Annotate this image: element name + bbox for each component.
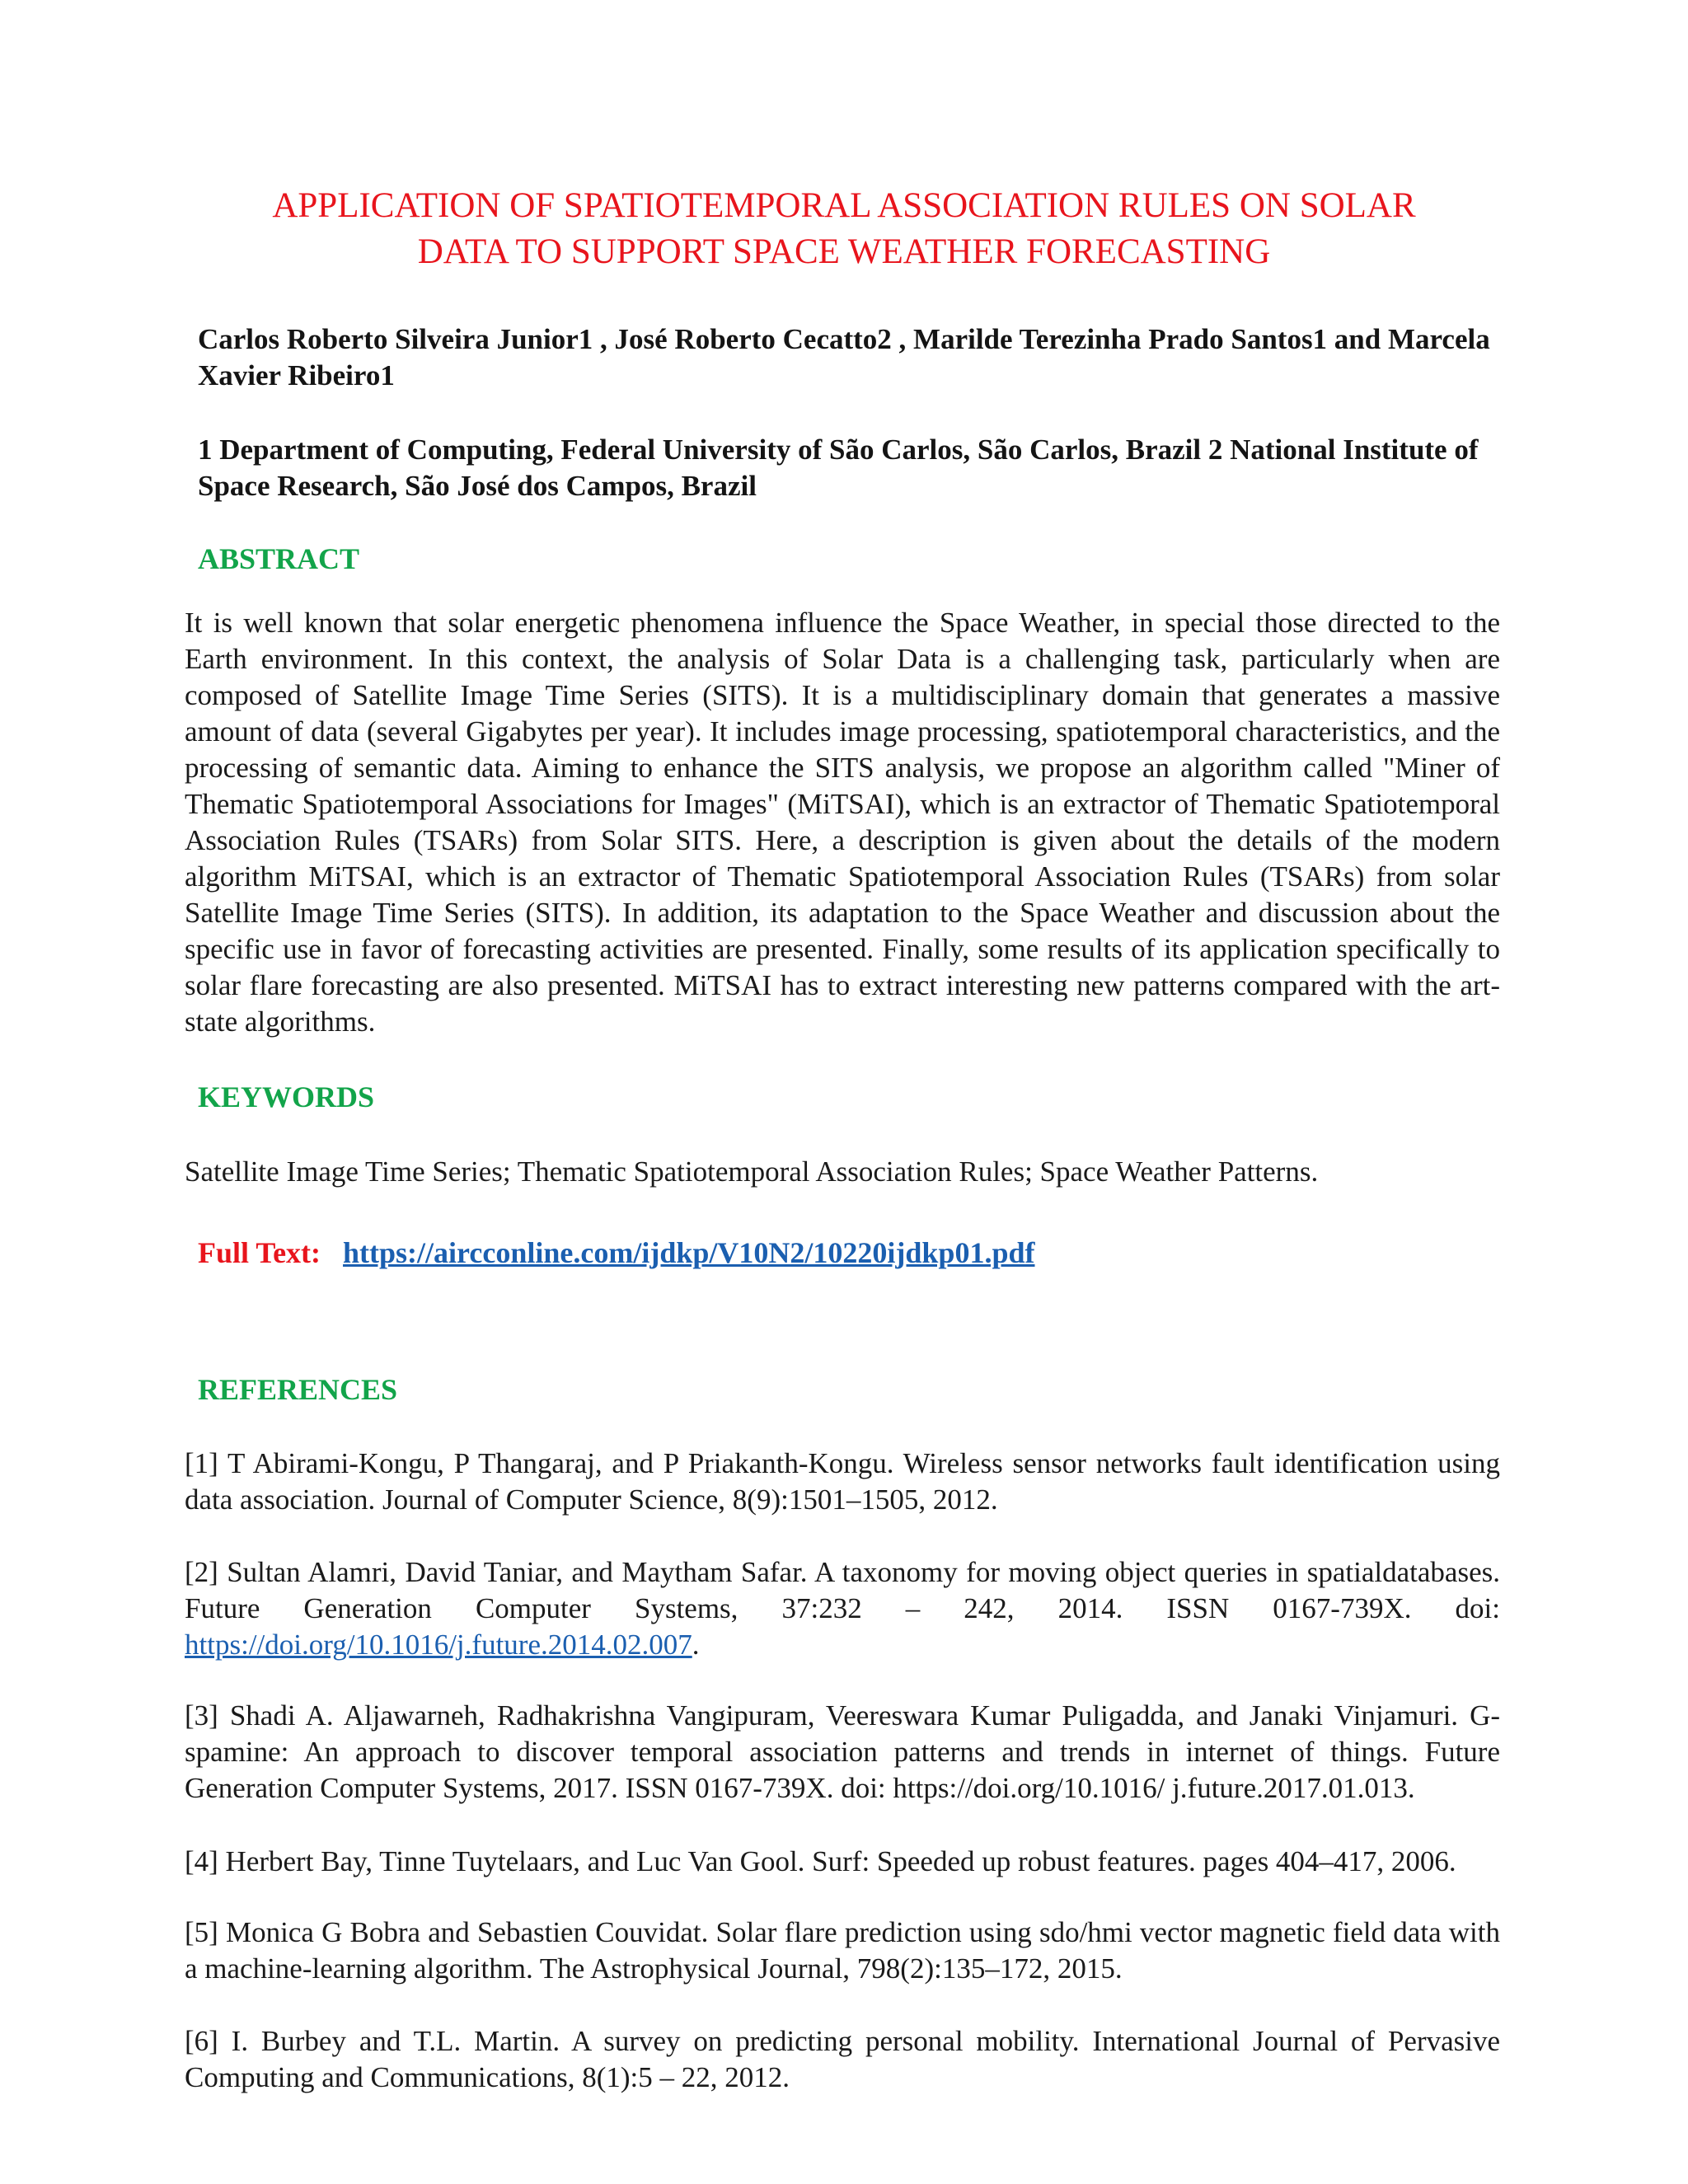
reference-item-2: [185, 1554, 1500, 1663]
author-list: Carlos Roberto Silveira Junior1 , José Roberto Cecatto2 , Marilde Terezinha Prado Santos1 and Marcela Xavier Ribeiro1: [198, 323, 1490, 391]
keywords-heading: KEYWORDS: [198, 1080, 375, 1113]
reference-item-4: [4] Herbert Bay, Tinne Tuytelaars, and Luc Van Gool. Surf: Speeded up robust features. pages 404–417, 2006.: [185, 1845, 1456, 1877]
keywords-text: Satellite Image Time Series; Thematic Spatiotemporal Association Rules; Space Weather Patterns.: [185, 1155, 1319, 1188]
paper-title-line-1: APPLICATION OF SPATIOTEMPORAL ASSOCIATION RULES ON SOLAR: [272, 186, 1416, 225]
paper-title: [0, 183, 1688, 275]
references-heading: REFERENCES: [198, 1373, 398, 1406]
reference-item-1: [1] T Abirami-Kongu, P Thangaraj, and P Priakanth-Kongu. Wireless sensor networks fault identification using data association. Journal of Computer Science, 8(9):1501–1505, 2012.: [185, 1447, 1500, 1516]
full-text-label: Full Text:: [198, 1236, 321, 1269]
full-text-link[interactable]: https://aircconline.com/ijdkp/V10N2/10220ijdkp01.pdf: [343, 1236, 1035, 1269]
abstract-heading: ABSTRACT: [198, 542, 360, 575]
reference-item-6: [6] I. Burbey and T.L. Martin. A survey on predicting personal mobility. International Journal of Pervasive Computing and Communications, 8(1):5 – 22, 2012.: [185, 2025, 1500, 2093]
full-text-line: [198, 1235, 1034, 1271]
reference-item-2-tail: .: [692, 1629, 700, 1661]
reference-item-3: [3] Shadi A. Aljawarneh, Radhakrishna Vangipuram, Veereswara Kumar Puligadda, and Janaki Vinjamuri. G-spamine: An approach to discover temporal association patterns and trends in internet of things. Future Generation Computer Systems, 2017. ISSN 0167-739X. doi: https://doi.org/10.1016/ j.future.2017.01.013.: [185, 1699, 1500, 1804]
abstract-text: It is well known that solar energetic phenomena influence the Space Weather, in special those directed to the Earth environment. In this context, the analysis of Solar Data is a challenging task, particularly when are composed of Satellite Image Time Series (SITS). It is a multidisciplinary domain that generates a massive amount of data (several Gigabytes per year). It includes image processing, spatiotemporal characteristics, and the processing of semantic data. Aiming to enhance the SITS analysis, we propose an algorithm called "Miner of Thematic Spatiotemporal Associations for Images" (MiTSAI), which is an extractor of Thematic Spatiotemporal Association Rules (TSARs) from Solar SITS. Here, a description is given about the details of the modern algorithm MiTSAI, which is an extractor of Thematic Spatiotemporal Association Rules (TSARs) from solar Satellite Image Time Series (SITS). In addition, its adaptation to the Space Weather and discussion about the specific use in favor of forecasting activities are presented. Finally, some results of its application specifically to solar flare forecasting are also presented. MiTSAI has to extract interesting new patterns compared with the art-state algorithms.: [185, 607, 1500, 1038]
reference-item-5: [5] Monica G Bobra and Sebastien Couvidat. Solar flare prediction using sdo/hmi vector magnetic field data with a machine-learning algorithm. The Astrophysical Journal, 798(2):135–172, 2015.: [185, 1916, 1500, 1985]
paper-title-line-2: DATA TO SUPPORT SPACE WEATHER FORECASTING: [417, 232, 1271, 271]
author-affiliations: 1 Department of Computing, Federal University of São Carlos, São Carlos, Brazil 2 National Institute of Space Research, São José dos Campos, Brazil: [198, 434, 1479, 502]
reference-item-2-text: [2] Sultan Alamri, David Taniar, and Maytham Safar. A taxonomy for moving object queries in spatialdatabases. Future Generation Computer Systems, 37:232 – 242, 2014. ISSN 0167-739X. doi:: [185, 1556, 1500, 1624]
reference-item-2-doi-link[interactable]: https://doi.org/10.1016/j.future.2014.02.007: [185, 1629, 692, 1661]
